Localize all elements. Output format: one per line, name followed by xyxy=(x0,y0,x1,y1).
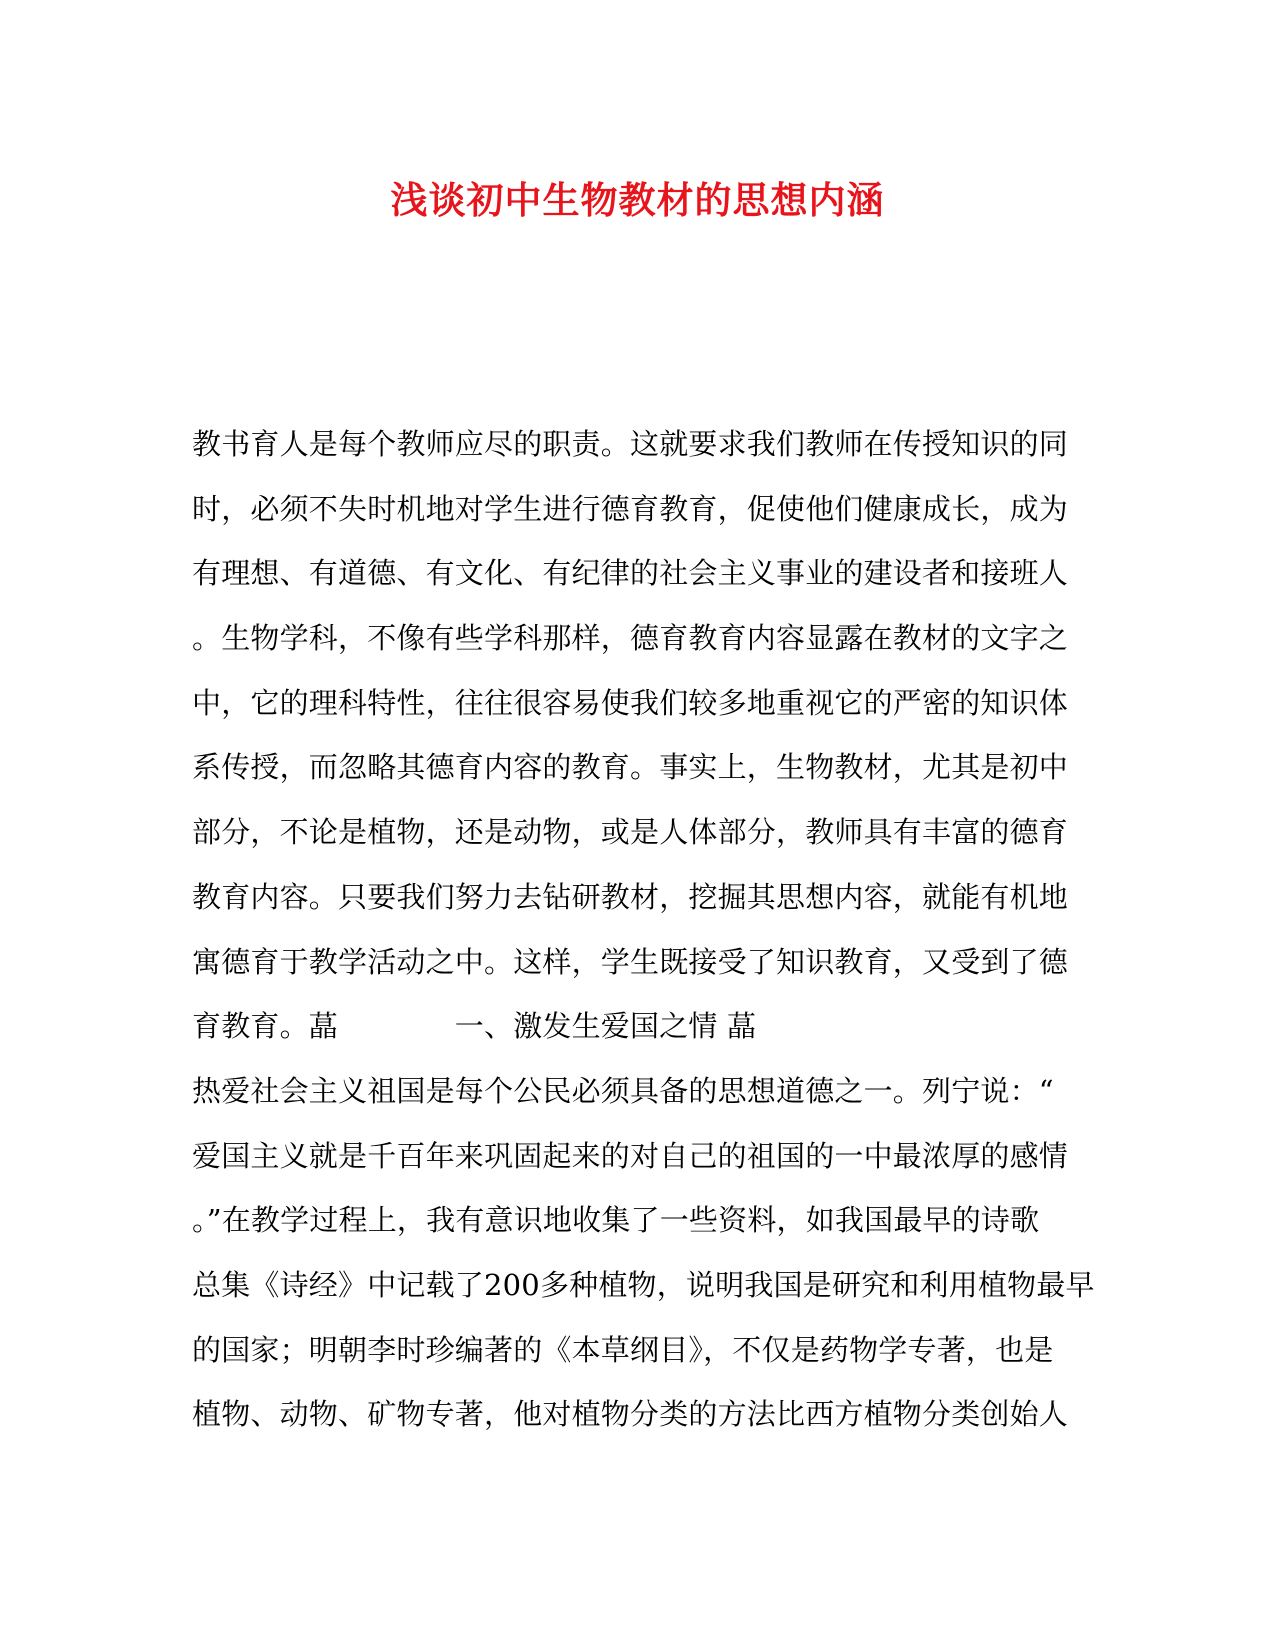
text-line: 寓德育于教学活动之中。这样，学生既接受了知识教育，又受到了德 xyxy=(192,944,1069,979)
text-line: 爱国主义就是千百年来巩固起来的对自己的祖国的一中最浓厚的感情 xyxy=(192,1138,1069,1173)
text-line: 热爱社会主义祖国是每个公民必须具备的思想道德之一。列宁说：“ xyxy=(192,1073,1054,1108)
text-line: 总集《诗经》中记载了200多种植物，说明我国是研究和利用植物最早 xyxy=(192,1267,1095,1302)
text-line: 时，必须不失时机地对学生进行德育教育，促使他们健康成长，成为 xyxy=(192,491,1069,526)
text-line: 教书育人是每个教师应尽的职责。这就要求我们教师在传授知识的同 xyxy=(192,427,1069,461)
body-text xyxy=(192,420,1095,1455)
text-line: 系传授，而忽略其德育内容的教育。事实上，生物教材，尤其是初中 xyxy=(192,750,1069,785)
text-line: 中，它的理科特性，往往很容易使我们较多地重视它的严密的知识体 xyxy=(192,685,1069,720)
text-line: 有理想、有道德、有文化、有纪律的社会主义事业的建设者和接班人 xyxy=(192,556,1069,591)
text-line: 植物、动物、矿物专著，他对植物分类的方法比西方植物分类创始人 xyxy=(192,1397,1069,1432)
document-title: 浅谈初中生物教材的思想内涵 xyxy=(390,178,885,222)
text-line: 。生物学科，不像有些学科那样，德育教育内容显露在教材的文字之 xyxy=(192,621,1069,656)
text-line: 。”在教学过程上，我有意识地收集了一些资料，如我国最早的诗歌 xyxy=(192,1203,1040,1238)
text-line: 教育内容。只要我们努力去钻研教材，挖掘其思想内容，就能有机地 xyxy=(192,879,1069,914)
section-heading-line: 育教育。蕌 一、激发生爱国之情 蕌 xyxy=(192,1009,757,1044)
text-line: 部分，不论是植物，还是动物，或是人体部分，教师具有丰富的德育 xyxy=(192,815,1069,850)
text-line: 的国家；明朝李时珍编著的《本草纲目》，不仅是药物学专著，也是 xyxy=(192,1332,1054,1367)
